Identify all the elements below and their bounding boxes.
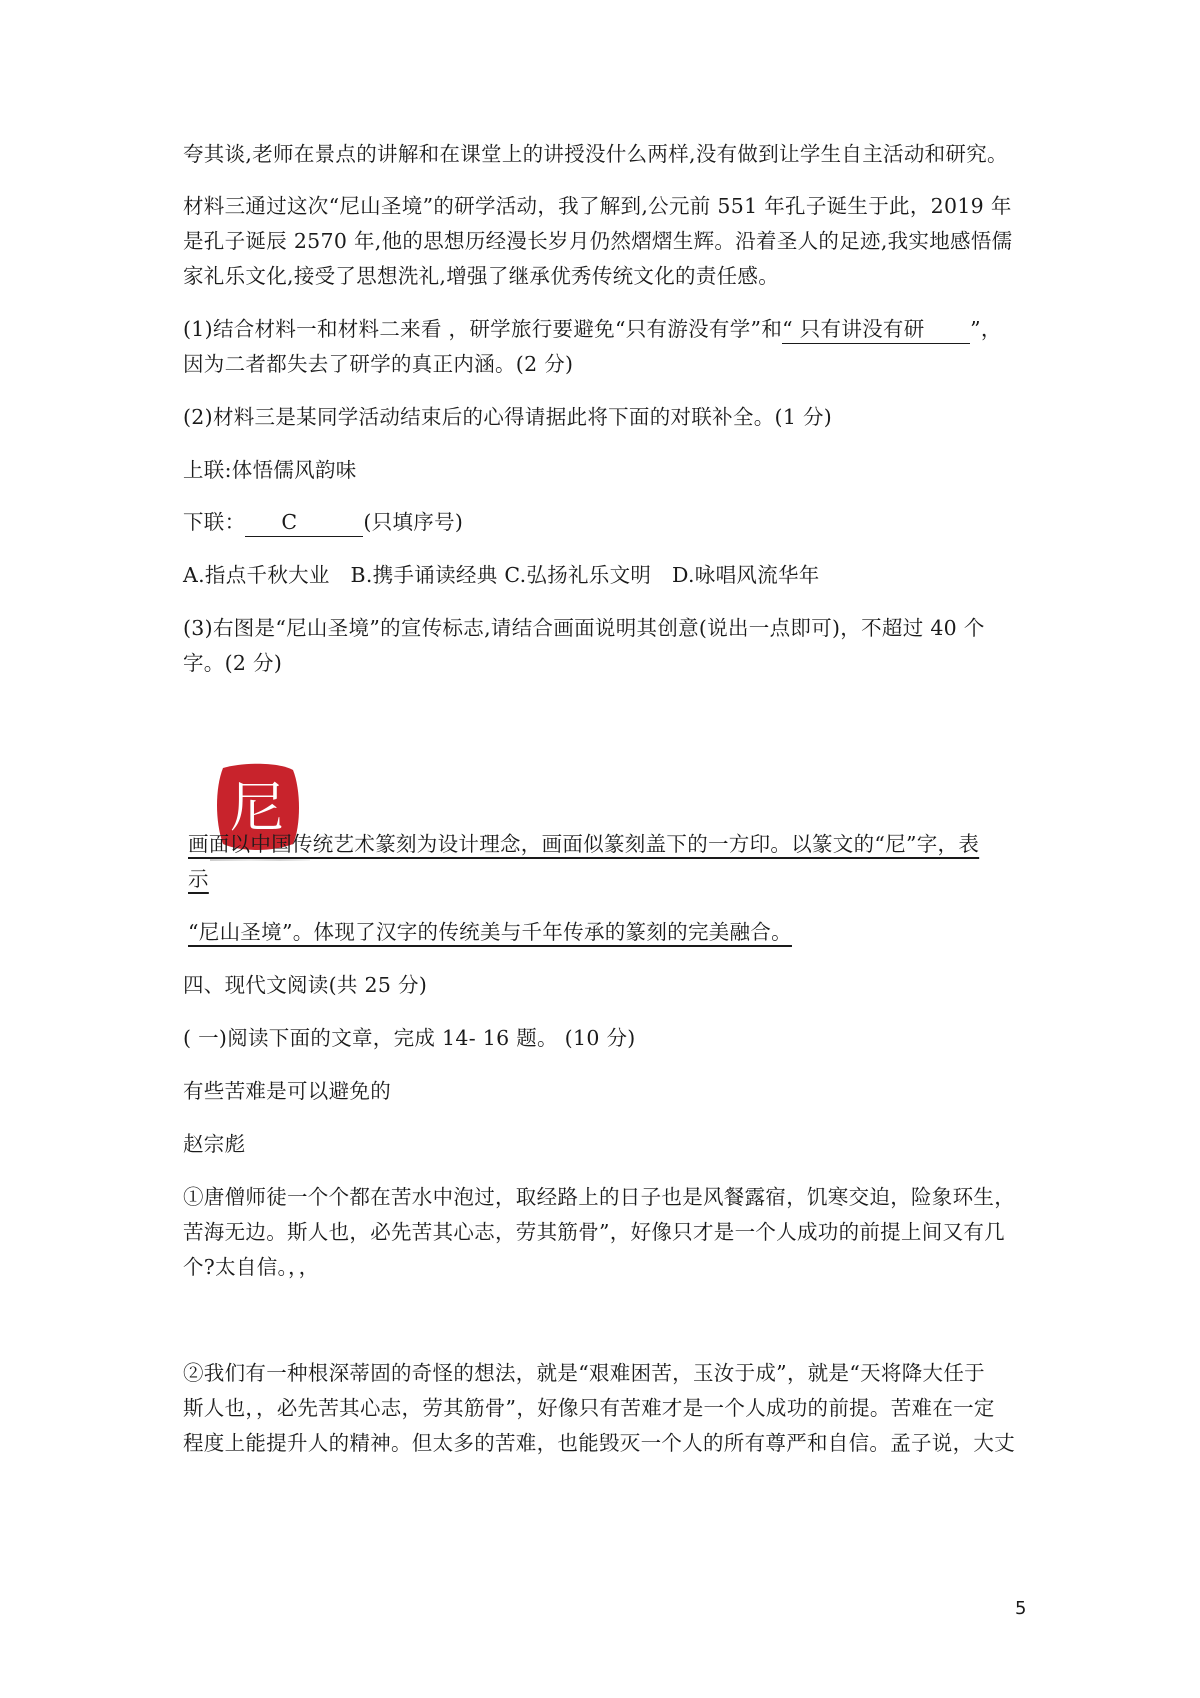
paragraph-2: ②我们有一种根深蒂固的奇怪的想法，就是“艰难困苦，玉汝于成”，就是“天将降大任于: [183, 1361, 985, 1385]
question-3-answer: 画面以中国传统艺术篆刻为设计理念，画面似篆刻盖下的一方印。以篆文的“尼”字，表: [188, 832, 980, 856]
couplet-options: A.指点千秋大业 B.携手诵读经典 C.弘扬礼乐文明 D.咏唱风流华年: [183, 563, 820, 587]
paragraph-2: 程度上能提升人的精神。但太多的苦难，也能毁灭一个人的所有尊严和自信。孟子说，大丈: [183, 1431, 1015, 1455]
question-3-answer: “尼山圣境”。体现了汉字的传统美与千年传承的篆刻的完美融合。: [188, 920, 792, 944]
question-3-answer: 示: [188, 867, 209, 891]
paragraph-2: 斯人也，，必先苦其心志，劳其筋骨”，好像只有苦难才是一个人成功的前提。苦难在一定: [183, 1396, 995, 1420]
lower-couplet-hint: (只填序号): [363, 510, 464, 534]
article-title: 有些苦难是可以避免的: [183, 1079, 391, 1103]
question-1-suffix: ”，: [970, 317, 1002, 341]
question-1-prefix: (1)结合材料一和材料二来看 ，研学旅行要避免“只有游没有学”和: [183, 317, 783, 341]
section-heading: 四、现代文阅读(共 25 分): [183, 973, 428, 997]
page-number: 5: [1015, 1598, 1027, 1619]
question-1-answer: “ 只有讲没有研: [782, 315, 970, 344]
question-3-line2: 字。(2 分): [183, 651, 283, 675]
question-1: [183, 311, 1063, 347]
lower-couplet-label: 下联：: [183, 510, 246, 534]
text-line: 材料三通过这次“尼山圣境”的研学活动，我了解到,公元前 551 年孔子诞生于此，2019 年: [183, 194, 1012, 218]
paragraph-1: ①唐僧师徒一个个都在苦水中泡过，取经路上的日子也是风餐露宿，饥寒交迫，险象环生，: [183, 1185, 1015, 1209]
question-2: (2)材料三是某同学活动结束后的心得请据此将下面的对联补全。(1 分): [183, 405, 833, 429]
text-line: 夸其谈,老师在景点的讲解和在课堂上的讲授没什么两样,没有做到让学生自主活动和研究。: [183, 142, 1008, 166]
article-author: 赵宗彪: [183, 1132, 246, 1156]
text-line: 家礼乐文化,接受了思想洗礼,增强了继承优秀传统文化的责任感。: [183, 264, 780, 288]
part-heading: ( 一)阅读下面的文章，完成 14- 16 题。 (10 分): [183, 1026, 636, 1050]
paragraph-1: 苦海无边。斯人也，必先苦其心志，劳其筋骨”，好像只才是一个人成功的前提上间又有几: [183, 1220, 1005, 1244]
lower-couplet: [183, 504, 1063, 540]
text-line: 是孔子诞辰 2570 年,他的思想历经漫长岁月仍然熠熠生辉。沿着圣人的足迹,我实地感悟儒: [183, 229, 1013, 253]
seal-character: 尼: [230, 776, 284, 839]
upper-couplet: 上联:体悟儒风韵味: [183, 458, 357, 482]
question-3: (3)右图是“尼山圣境”的宣传标志,请结合画面说明其创意(说出一点即可)，不超过 40 个: [183, 616, 985, 640]
paragraph-1: 个?太自信。，，: [183, 1255, 320, 1279]
question-1-line2: 因为二者都失去了研学的真正内涵。(2 分): [183, 352, 574, 376]
lower-couplet-answer: C: [245, 508, 363, 537]
